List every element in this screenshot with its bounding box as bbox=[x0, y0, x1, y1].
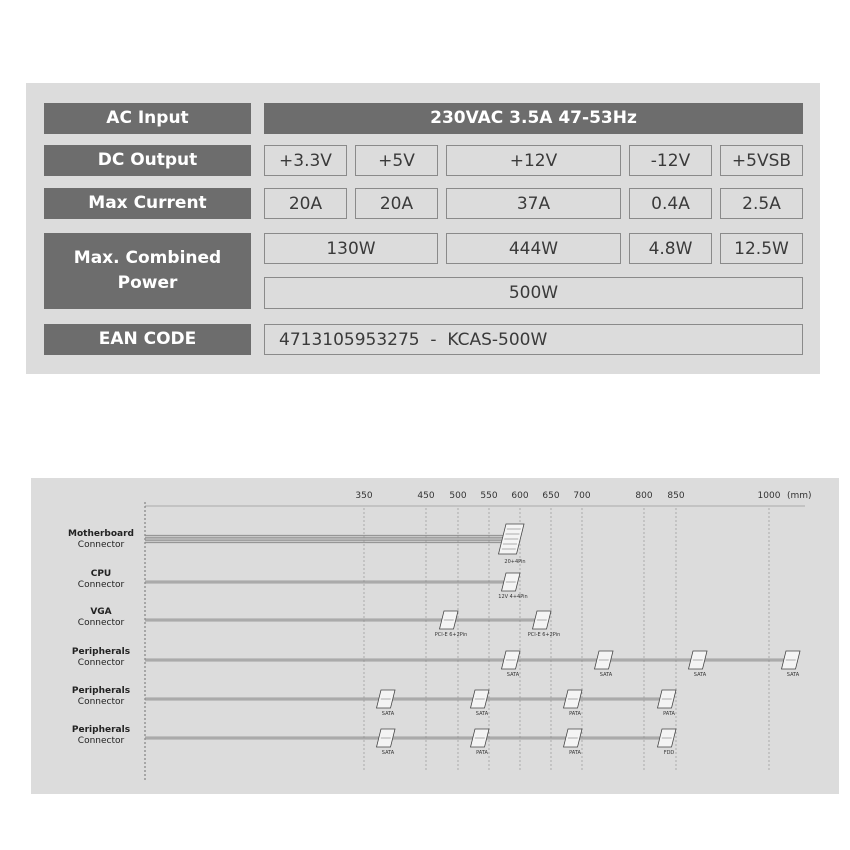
connector-plug-icon bbox=[533, 611, 551, 629]
connector-type-label: FDD bbox=[663, 750, 675, 756]
max-current-neg12v: 0.4A bbox=[629, 188, 712, 219]
cable-diagram-canvas bbox=[31, 478, 839, 794]
scale-tick-label: 650 bbox=[542, 491, 560, 501]
psu-spec-table bbox=[26, 83, 820, 374]
connector-plug-icon bbox=[440, 611, 458, 629]
row-subtitle-label: Connector bbox=[77, 697, 125, 707]
connector-plug-icon bbox=[689, 651, 707, 669]
connector-type-label: SATA bbox=[786, 672, 800, 678]
connector-plug-icon bbox=[564, 690, 582, 708]
connector-type-label: SATA bbox=[381, 750, 395, 756]
connector-type-label: PATA bbox=[569, 750, 581, 756]
cable-length-diagram bbox=[31, 478, 839, 794]
connector-type-label: SATA bbox=[381, 711, 395, 717]
combined-power-total: 500W bbox=[264, 277, 803, 309]
connector-type-label: SATA bbox=[506, 672, 520, 678]
connector-type-label: SATA bbox=[599, 672, 613, 678]
ean-code-label: EAN CODE bbox=[44, 324, 251, 355]
scale-tick-label: 850 bbox=[667, 491, 685, 501]
combined-power-3v3-5v: 130W bbox=[264, 233, 438, 264]
row-title-label: CPU bbox=[90, 569, 112, 579]
max-combined-power-label-line1: Max. Combined bbox=[73, 248, 222, 268]
row-subtitle-label: Connector bbox=[77, 618, 125, 628]
row-title-label: VGA bbox=[90, 607, 112, 617]
connector-plug-icon bbox=[471, 729, 489, 747]
dc-output-12v: +12V bbox=[446, 145, 621, 176]
scale-tick-label: 700 bbox=[573, 491, 591, 501]
dc-output-3v3: +3.3V bbox=[264, 145, 347, 176]
connector-type-label: SATA bbox=[693, 672, 707, 678]
scale-tick-label: 500 bbox=[449, 491, 467, 501]
connector-type-label: PATA bbox=[663, 711, 675, 717]
connector-type-label: 20+4Pin bbox=[504, 559, 526, 565]
combined-power-neg12v: 4.8W bbox=[629, 233, 712, 264]
combined-power-5vsb: 12.5W bbox=[720, 233, 803, 264]
max-current-5v: 20A bbox=[355, 188, 438, 219]
dc-output-neg12v: -12V bbox=[629, 145, 712, 176]
max-combined-power-label-line2: Power bbox=[117, 273, 178, 293]
connector-type-label: PCI-E 6+2Pin bbox=[527, 632, 561, 638]
max-combined-power-label bbox=[44, 233, 251, 309]
row-subtitle-label: Connector bbox=[77, 540, 125, 550]
scale-tick-label: 550 bbox=[480, 491, 498, 501]
max-current-label: Max Current bbox=[44, 188, 251, 219]
row-title-label: Peripherals bbox=[71, 725, 131, 735]
dc-output-5v: +5V bbox=[355, 145, 438, 176]
ean-code-value: 4713105953275 - KCAS-500W bbox=[264, 324, 803, 355]
row-subtitle-label: Connector bbox=[77, 736, 125, 746]
ac-input-label: AC Input bbox=[44, 103, 251, 134]
row-title-label: Peripherals bbox=[71, 686, 131, 696]
connector-plug-icon bbox=[377, 729, 395, 747]
scale-tick-label: 450 bbox=[417, 491, 435, 501]
connector-type-label: PATA bbox=[569, 711, 581, 717]
max-current-3v3: 20A bbox=[264, 188, 347, 219]
scale-tick-label: 800 bbox=[635, 491, 653, 501]
scale-tick-label: 600 bbox=[511, 491, 529, 501]
connector-plug-icon bbox=[564, 729, 582, 747]
combined-power-12v: 444W bbox=[446, 233, 621, 264]
connector-plug-icon bbox=[377, 690, 395, 708]
connector-plug-icon bbox=[658, 729, 676, 747]
connector-plug-icon bbox=[471, 690, 489, 708]
connector-type-label: 12V 4+4Pin bbox=[498, 594, 528, 600]
scale-tick-label: 350 bbox=[355, 491, 373, 501]
ac-input-value: 230VAC 3.5A 47-53Hz bbox=[264, 103, 803, 134]
max-current-12v: 37A bbox=[446, 188, 621, 219]
max-current-5vsb: 2.5A bbox=[720, 188, 803, 219]
connector-plug-icon bbox=[782, 651, 800, 669]
connector-type-label: PCI-E 6+2Pin bbox=[434, 632, 468, 638]
connector-plug-icon bbox=[502, 573, 520, 591]
connector-plug-icon bbox=[658, 690, 676, 708]
connector-plug-icon bbox=[502, 651, 520, 669]
dc-output-5vsb: +5VSB bbox=[720, 145, 803, 176]
row-title-label: Motherboard bbox=[68, 529, 134, 539]
row-subtitle-label: Connector bbox=[77, 658, 125, 668]
dc-output-label: DC Output bbox=[44, 145, 251, 176]
scale-tick-label: 1000 bbox=[757, 491, 781, 501]
connector-type-label: PATA bbox=[476, 750, 488, 756]
connector-type-label: SATA bbox=[475, 711, 489, 717]
row-title-label: Peripherals bbox=[71, 647, 131, 657]
row-subtitle-label: Connector bbox=[77, 580, 125, 590]
scale-unit-label: (mm) bbox=[787, 491, 812, 501]
connector-plug-icon bbox=[595, 651, 613, 669]
